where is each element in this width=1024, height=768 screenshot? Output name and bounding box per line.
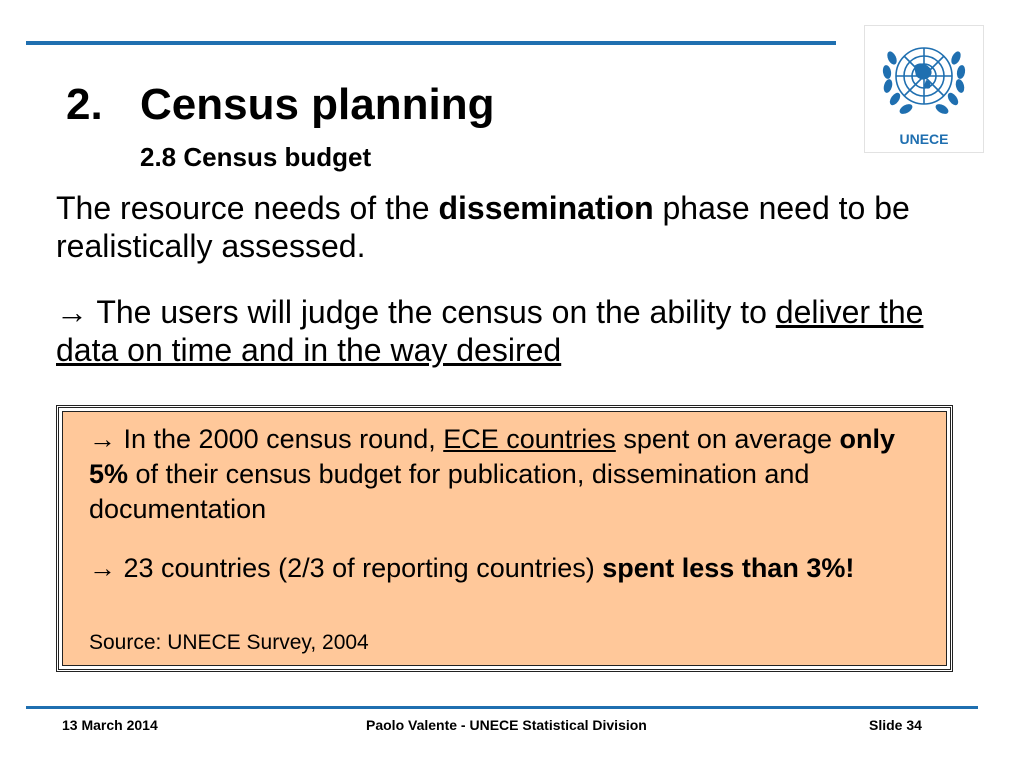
callout-item-23-countries: → 23 countries (2/3 of reporting countries) spent less than 3%! <box>89 553 855 583</box>
arrow-right-icon: → <box>89 424 116 454</box>
logo-label: UNECE <box>899 131 949 147</box>
footer-author: Paolo Valente - UNECE Statistical Division <box>366 717 647 733</box>
title-number: 2. <box>66 80 103 129</box>
ece-countries-link[interactable]: ECE countries <box>443 424 616 454</box>
top-divider <box>26 41 836 45</box>
unece-logo <box>864 25 984 153</box>
paragraph-users: → The users will judge the census on the ability to deliver the data on time and in the way desired <box>56 294 924 368</box>
callout-box <box>56 405 953 672</box>
arrow-right-icon: → <box>56 294 88 330</box>
footer-date: 13 March 2014 <box>62 717 158 733</box>
underlined-text: deliver the data on time and in the way desired <box>56 294 924 368</box>
callout-inner <box>62 411 947 666</box>
source-note: Source: UNECE Survey, 2004 <box>89 631 369 654</box>
arrow-right-icon: → <box>89 553 116 583</box>
page-subtitle: 2.8 Census budget <box>140 142 372 172</box>
page-title: Census planning <box>140 80 495 129</box>
callout-item-ece: → In the 2000 census round, ECE countries spent on average only 5% of their census budget for publication, dissemination and documentation <box>89 424 895 524</box>
bottom-divider <box>26 706 978 709</box>
un-emblem-icon <box>874 28 974 128</box>
footer-slide-number: Slide 34 <box>869 717 922 733</box>
paragraph-dissemination: The resource needs of the dissemination phase need to be realistically assessed. <box>56 190 910 264</box>
